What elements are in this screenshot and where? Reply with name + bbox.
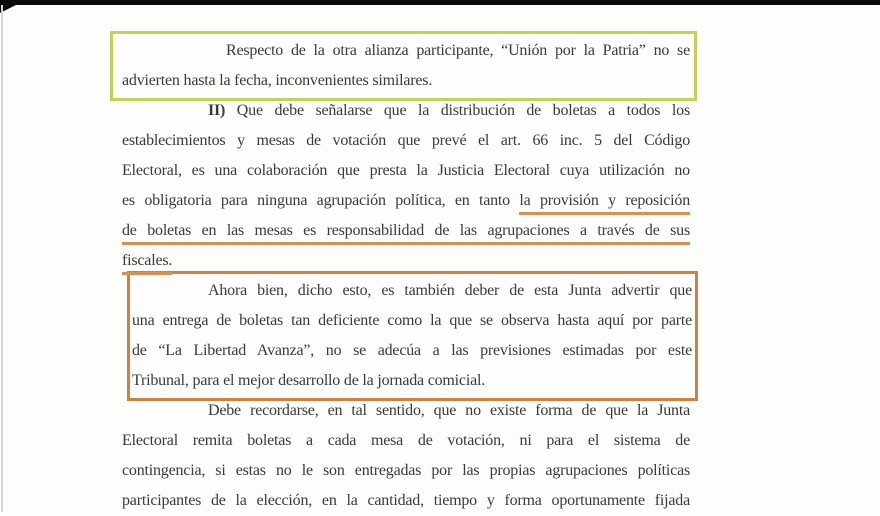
document-content — [122, 36, 690, 516]
letterbox-bar — [0, 0, 880, 5]
text-line — [122, 216, 690, 246]
text-segment: Respecto de la otra alianza participante, “Unión por la Patria” no se — [226, 42, 690, 59]
text-segment: establecimientos y mesas de votación que prevé el art. 66 inc. 5 del Código — [122, 132, 690, 149]
paragraph — [122, 396, 690, 516]
text-line — [122, 186, 690, 216]
underlined-text: fiscales. — [122, 252, 172, 275]
text-line — [122, 426, 690, 456]
text-line — [122, 456, 690, 486]
text-line — [122, 126, 690, 156]
underlined-text: la provisión y reposición — [519, 192, 690, 215]
paragraph — [132, 276, 692, 396]
text-segment: Debe recordarse, en tal sentido, que no existe forma de que la Junta — [208, 402, 690, 419]
text-segment: Tribunal, para el mejor desarrollo de la jornada comicial. — [132, 372, 486, 389]
text-segment: Electoral, es una colaboración que presta la Justicia Electoral cuya utilización no — [122, 162, 690, 179]
paragraph — [122, 36, 690, 96]
text-segment: es obligatoria para ninguna agrupación política, en tanto — [122, 192, 520, 209]
text-line — [122, 96, 690, 126]
text-segment: Electoral remita boletas a cada mesa de votación, ni para el sistema de — [122, 432, 690, 449]
text-line — [122, 396, 690, 426]
text-line — [132, 336, 692, 366]
bold-text: II) — [208, 102, 226, 119]
orange-annotation-box — [127, 271, 698, 401]
text-segment: Ahora bien, dicho esto, es también deber de esta Junta advertir que — [208, 282, 692, 299]
underlined-text: de boletas en las mesas es responsabilidad de las agrupaciones a través de sus — [122, 222, 690, 245]
text-line — [132, 276, 692, 306]
text-segment: contingencia, si estas no le son entregadas por las propias agrupaciones políticas — [122, 462, 690, 479]
text-segment: Que debe señalarse que la distribución de boletas a todos los — [225, 102, 690, 119]
paragraph — [122, 96, 690, 276]
text-line — [132, 366, 692, 396]
text-segment: advierten hasta la fecha, inconvenientes similares. — [122, 72, 433, 89]
page-edge-line — [1, 5, 3, 512]
text-segment: de “La Libertad Avanza”, no se adecúa a las previsiones estimadas por este — [132, 342, 692, 359]
text-line — [132, 306, 692, 336]
text-segment: participantes de la elección, en la cantidad, tiempo y forma oportunamente fijada — [122, 492, 690, 509]
green-annotation-box — [110, 31, 697, 101]
text-line — [122, 36, 690, 66]
text-segment: una entrega de boletas tan deficiente como la que se observa hasta aquí por parte — [132, 312, 692, 329]
text-line — [122, 156, 690, 186]
text-line — [122, 66, 690, 96]
